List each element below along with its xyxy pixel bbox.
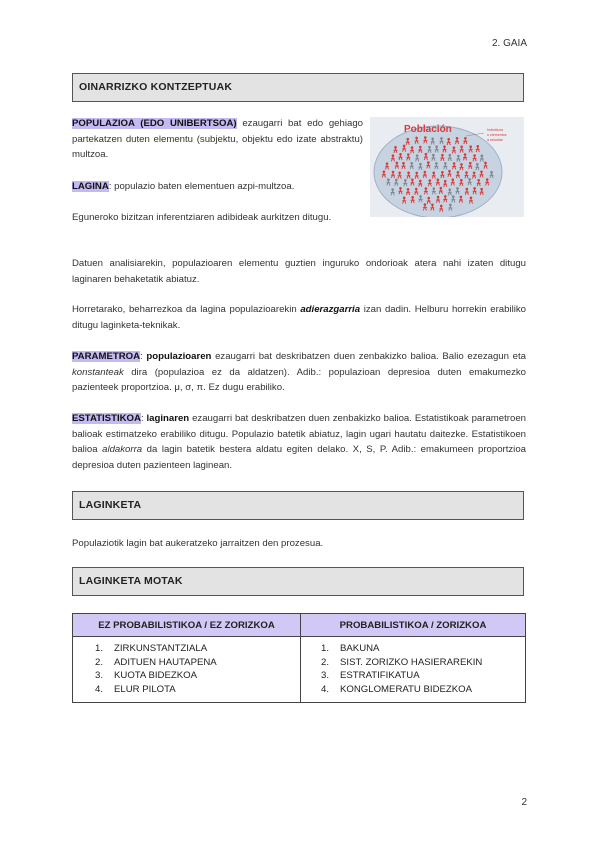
figure-label: Población bbox=[404, 124, 452, 135]
probabilistic-list bbox=[301, 642, 525, 696]
list-item bbox=[73, 683, 300, 697]
parameter-definition bbox=[72, 349, 526, 396]
section-title-concepts: OINARRIZKO KONTZEPTUAK bbox=[72, 73, 524, 102]
section-title-sampling: LAGINKETA bbox=[72, 491, 524, 520]
item-label: ESTRATIFIKATUA bbox=[340, 670, 420, 682]
analysis-paragraph: Datuen analisiarekin, populazioaren elementu guztien inguruko ondorioak atera nahi izaten ditugu laginaren behaketatik abiatuz. bbox=[72, 258, 526, 285]
side-note-line-2: u elementos bbox=[487, 133, 507, 137]
item-label: SIST. ZORIZKO HASIERAREKIN bbox=[340, 656, 483, 668]
item-number: 3. bbox=[321, 670, 330, 682]
item-number: 1. bbox=[321, 643, 330, 654]
parameter-text-2: dira (populazioa ez da aldatzen). Adib.: populazioan depresioa duten emakumezko pazienteek proportzioa. μ, σ, π. Ez dugu erabiliko. bbox=[72, 366, 526, 393]
non-probabilistic-list bbox=[73, 642, 300, 696]
statistic-text-1: ezaugarri bat deskribatzen duen zenbakizko balioa. Estatistikoak parametroen balioak estimatzeko erabiliko ditugu. Populazio batetik abiatuz, lagin ugari hautatu daitezke. Estatistikoen balioa bbox=[72, 413, 526, 455]
population-illustration bbox=[370, 117, 524, 217]
section-title-sampling-types: LAGINKETA MOTAK bbox=[72, 567, 524, 596]
list-item bbox=[301, 656, 525, 670]
page-number: 2 bbox=[521, 797, 527, 808]
probabilistic-cell bbox=[301, 637, 526, 703]
sampling-methods-table bbox=[72, 613, 526, 703]
statistic-term: ESTATISTIKOA bbox=[72, 413, 141, 424]
population-text: ezaugarri bat edo gehiago partekatzen duten elementu (subjektu, objektu edo izate abstraktu) multzoa. bbox=[72, 118, 363, 160]
population-figure-svg bbox=[370, 117, 524, 217]
statistic-text-2: da lagin batetik bestera aldatu egiten delako. X, S, P. Adib.: emakumeen proportzioa depresioa duten pazienteen laginean. bbox=[72, 444, 526, 471]
parameter-bold: populazioaren bbox=[146, 351, 212, 362]
statistic-definition bbox=[72, 411, 526, 473]
sampling-description: Populaziotik lagin bat aukeratzeko jarraitzen den prozesua. bbox=[72, 538, 324, 549]
item-label: KUOTA BIDEZKOA bbox=[114, 670, 197, 682]
representative-paragraph bbox=[72, 302, 526, 333]
item-number: 2. bbox=[95, 656, 104, 668]
representative-emphasis: adierazgarria bbox=[300, 304, 361, 315]
item-number: 2. bbox=[321, 656, 330, 668]
parameter-term: PARAMETROA bbox=[72, 351, 141, 362]
chapter-header: 2. GAIA bbox=[491, 38, 527, 49]
statistic-colon: : bbox=[140, 413, 147, 424]
side-note-line-1: Individuos bbox=[487, 128, 504, 132]
parameter-text-1: ezaugarri bat deskribatzen duen zenbakizko balioa. Balio ezezagun eta bbox=[211, 351, 526, 362]
sample-text: : populazio baten elementuen azpi-multzoa. bbox=[108, 181, 295, 192]
population-definition bbox=[72, 116, 363, 163]
inference-paragraph: Eguneroko bizitzan inferentziaren adibideak aurkitzen ditugu. bbox=[72, 212, 332, 223]
side-note-line-3: a estudiar bbox=[487, 138, 503, 142]
sample-term: LAGINA bbox=[72, 181, 109, 192]
item-label: BAKUNA bbox=[340, 643, 380, 654]
item-label: ELUR PILOTA bbox=[114, 683, 176, 695]
list-item bbox=[73, 669, 300, 683]
representative-text-start: Horretarako, beharrezkoa da lagina populazioarekin bbox=[72, 304, 301, 315]
item-number: 1. bbox=[95, 643, 104, 654]
parameter-colon: : bbox=[140, 351, 147, 362]
statistic-bold: laginaren bbox=[146, 413, 190, 424]
item-label: KONGLOMERATU BIDEZKOA bbox=[340, 683, 473, 695]
item-number: 3. bbox=[95, 670, 104, 682]
list-item bbox=[301, 683, 525, 697]
item-number: 4. bbox=[321, 683, 330, 695]
parameter-emphasis: konstanteak bbox=[72, 366, 124, 378]
list-item bbox=[301, 669, 525, 683]
statistic-emphasis: aldakorra bbox=[102, 444, 143, 455]
list-item bbox=[73, 656, 300, 670]
item-label: ADITUEN HAUTAPENA bbox=[114, 656, 217, 668]
list-item bbox=[301, 642, 525, 656]
population-term: POPULAZIOA (EDO UNIBERTSOA) bbox=[72, 118, 237, 129]
header-non-probabilistic: EZ PROBABILISTIKOA / EZ ZORIZKOA bbox=[73, 614, 301, 637]
item-number: 4. bbox=[95, 683, 104, 695]
list-item bbox=[73, 642, 300, 656]
header-probabilistic: PROBABILISTIKOA / ZORIZKOA bbox=[301, 614, 526, 637]
non-probabilistic-cell bbox=[73, 637, 301, 703]
item-label: ZIRKUNSTANTZIALA bbox=[114, 643, 208, 654]
representative-text-end: izan dadin. Helburu horrekin erabiliko ditugu laginketa-teknikak. bbox=[72, 304, 526, 331]
sample-definition bbox=[72, 179, 363, 195]
